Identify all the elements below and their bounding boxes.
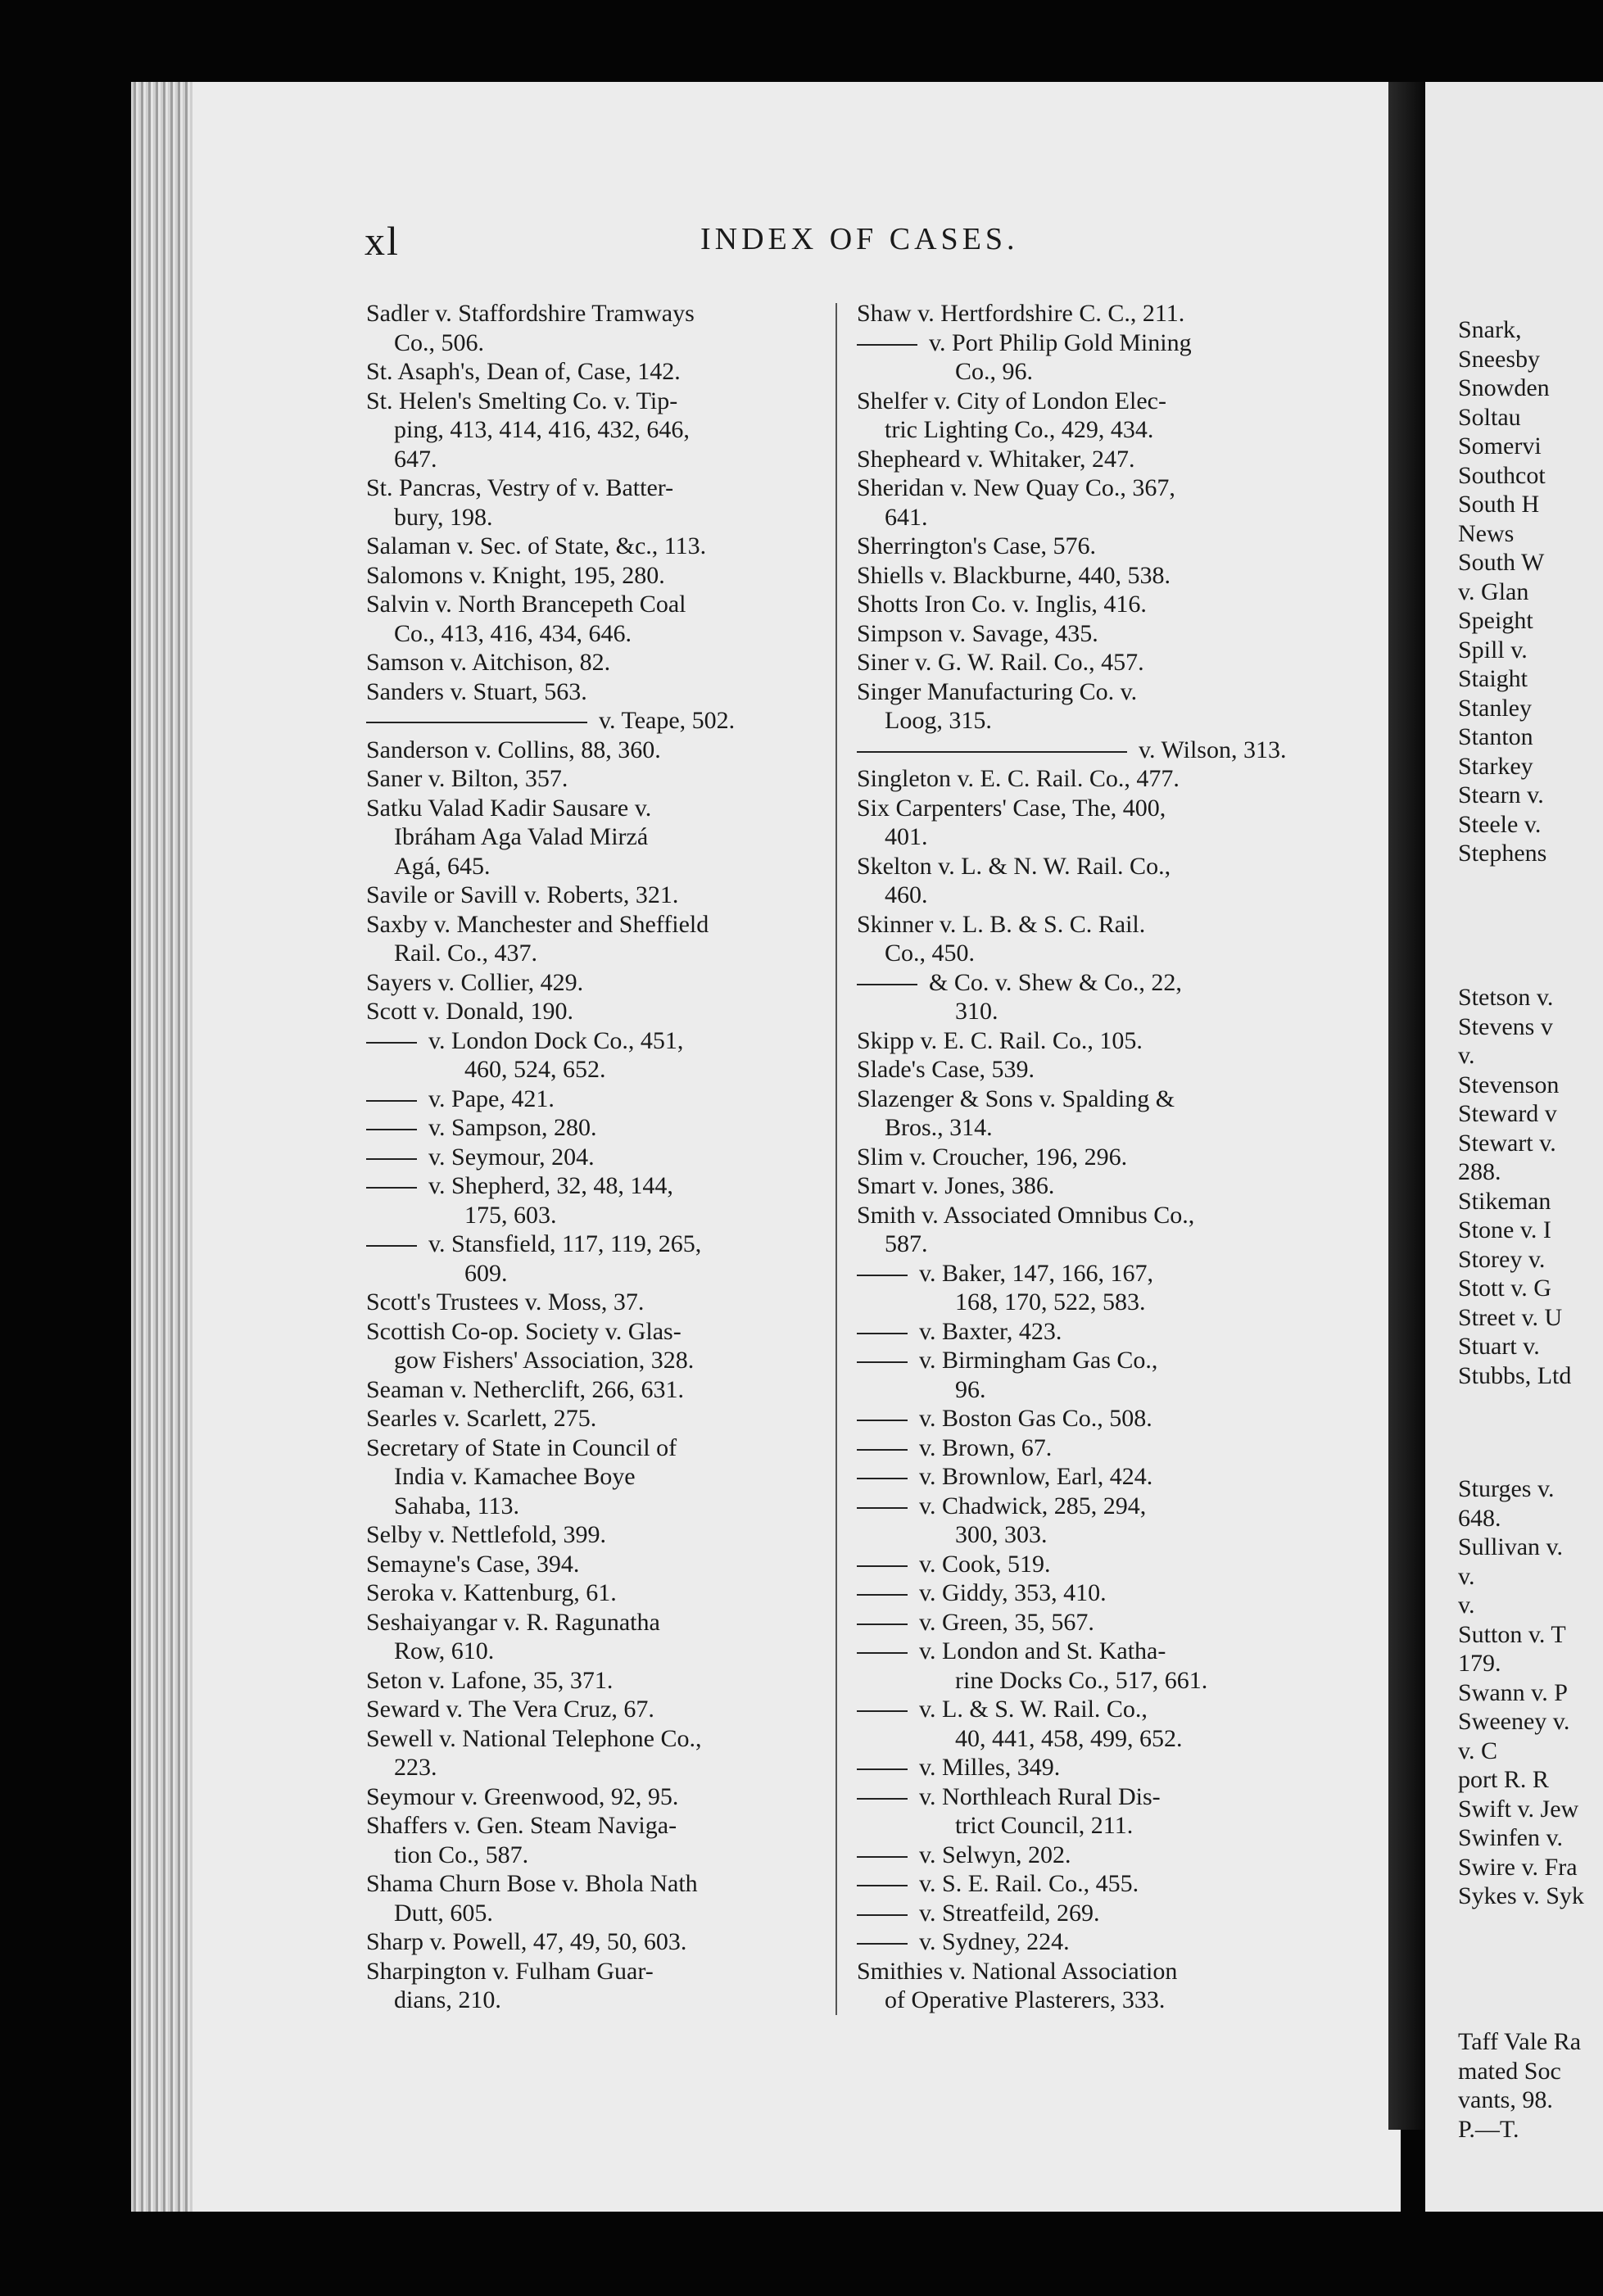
ditto-dash [366,1042,417,1044]
ditto-dash [857,1943,908,1945]
entry-continuation: bury, 198. [394,503,493,531]
entry-line: v. Selwyn, 202. [919,1841,1071,1868]
index-entry [366,706,813,736]
entry-continuation: 587. [885,1230,928,1257]
index-entry [366,561,813,591]
entry-line: Slazenger & Sons v. Spalding & [857,1085,1175,1112]
entry-line: Satku Valad Kadir Sausare v. [366,794,652,822]
entry-line: v. Sydney, 224. [919,1928,1070,1955]
facing-page-line: Soltau [1458,403,1521,431]
index-entry [366,764,813,794]
entry-line: v. Seymour, 204. [428,1143,595,1171]
index-entry [366,1608,813,1666]
facing-page-line: Stubbs, Ltd [1458,1361,1572,1389]
ditto-dash [857,1624,908,1625]
index-entry [857,561,1309,591]
index-entry [857,1462,1309,1492]
facing-page-line: Swinfen v. [1458,1824,1564,1851]
entry-continuation: 96. [955,1375,986,1403]
index-entry [857,1143,1309,1172]
entry-line: v. Cook, 519. [919,1550,1051,1578]
entry-line: v. Teape, 502. [599,707,736,734]
entry-continuation: 300, 303. [955,1521,1048,1548]
entry-continuation: Rail. Co., 437. [394,940,538,967]
entry-line: Samson v. Aitchison, 82. [366,649,611,676]
ditto-dash [857,1594,908,1596]
index-entry [366,473,813,532]
entry-line: St. Helen's Smelting Co. v. Tip- [366,387,678,414]
entry-continuation: gow Fishers' Association, 328. [394,1347,695,1374]
index-entry [366,590,813,648]
entry-continuation: Co., 413, 416, 434, 646. [394,619,632,647]
entry-continuation: 168, 170, 522, 583. [955,1288,1146,1316]
entry-continuation: Co., 506. [394,328,485,356]
facing-page-line: 288. [1458,1158,1501,1185]
entry-continuation: 460, 524, 652. [464,1056,606,1083]
left-column [366,299,813,2015]
facing-page-line: Snowden [1458,374,1550,401]
entry-continuation: Bros., 314. [885,1114,993,1141]
entry-line: Seymour v. Greenwood, 92, 95. [366,1782,679,1810]
index-entry [857,794,1309,852]
index-entry [857,445,1309,474]
entry-line: v. Port Philip Gold Mining [929,328,1192,356]
entry-continuation: tion Co., 587. [394,1841,529,1868]
facing-page-line: News [1458,519,1515,547]
index-entry [857,736,1309,765]
ditto-dash [857,1420,908,1421]
entry-line: v. Giddy, 353, 410. [919,1579,1107,1606]
entry-continuation: Row, 610. [394,1637,495,1664]
ditto-dash [857,984,917,985]
ditto-dash [857,1885,908,1886]
column-divider [835,303,837,2015]
index-entry [857,1782,1309,1841]
index-entry [857,1404,1309,1433]
ditto-dash [366,1245,417,1247]
entry-line: v. Brown, 67. [919,1433,1053,1461]
index-entry [857,1927,1309,1957]
index-entry [857,1869,1309,1899]
entry-line: Shiells v. Blackburne, 440, 538. [857,561,1171,589]
facing-page [1425,82,1603,2212]
index-entry [857,1433,1309,1463]
index-entry [857,1317,1309,1347]
entry-line: Seward v. The Vera Cruz, 67. [366,1696,654,1723]
ditto-dash [366,1158,417,1160]
index-entry [366,997,813,1026]
entry-line: Sayers v. Collier, 429. [366,968,584,996]
index-entry [366,1550,813,1579]
entry-line: Secretary of State in Council of [366,1433,677,1461]
entry-line: Six Carpenters' Case, The, 400, [857,794,1166,822]
entry-line: v. Baxter, 423. [919,1317,1062,1345]
entry-continuation: 40, 441, 458, 499, 652. [955,1724,1183,1752]
facing-page-line: South H [1458,491,1540,518]
entry-continuation: dians, 210. [394,1986,501,2013]
entry-continuation: 175, 603. [464,1201,557,1229]
entry-line: v. Birmingham Gas Co., [919,1347,1158,1374]
index-entry [857,648,1309,677]
entry-line: Sharp v. Powell, 47, 49, 50, 603. [366,1928,687,1955]
index-entry [857,1201,1309,1259]
index-entry [366,387,813,474]
index-entry [857,1346,1309,1404]
index-entry [366,1230,813,1288]
entry-line: Savile or Savill v. Roberts, 321. [366,881,679,908]
book-gutter [1388,82,1429,2130]
entry-continuation: 609. [464,1259,508,1287]
entry-line: Scottish Co-op. Society v. Glas- [366,1317,682,1345]
entry-line: Shaw v. Hertfordshire C. C., 211. [857,300,1185,327]
index-entry [366,532,813,561]
entry-line: Semayne's Case, 394. [366,1550,580,1578]
index-entry [857,1550,1309,1579]
facing-page-line: v. [1458,1592,1475,1619]
entry-line: St. Pancras, Vestry of v. Batter- [366,474,674,501]
ditto-dash [857,1652,908,1654]
index-entry [366,1404,813,1433]
ditto-dash [366,1187,417,1189]
facing-page-line: v. [1458,1042,1475,1069]
entry-line: v. Northleach Rural Dis- [919,1782,1161,1810]
entry-line: v. Brownlow, Earl, 424. [919,1463,1153,1490]
index-entry [857,590,1309,619]
facing-page-line: Taff Vale Ra [1458,2028,1582,2055]
entry-line: Shaffers v. Gen. Steam Naviga- [366,1812,677,1839]
entry-continuation: Dutt, 605. [394,1899,493,1927]
index-entry [857,532,1309,561]
facing-page-line: Swift v. Jew [1458,1795,1579,1823]
facing-page-line: Speight [1458,607,1533,634]
index-entry [857,1695,1309,1753]
entry-line: Saner v. Bilton, 357. [366,765,568,792]
entry-line: Selby v. Nettlefold, 399. [366,1521,607,1548]
entry-continuation: 460. [885,881,928,908]
entry-line: v. Streatfeild, 269. [919,1899,1100,1927]
entry-continuation: 647. [394,445,437,473]
entry-line: Siner v. G. W. Rail. Co., 457. [857,649,1144,676]
entry-line: Shepheard v. Whitaker, 247. [857,445,1135,473]
running-head: INDEX OF CASES. [700,222,1019,256]
facing-page-line: Stone v. I [1458,1216,1551,1243]
facing-page-line: Southcot [1458,461,1546,489]
entry-line: Salomons v. Knight, 195, 280. [366,561,665,589]
index-entry [857,1171,1309,1201]
index-entry [366,1288,813,1317]
index-entry [366,357,813,387]
entry-line: Shama Churn Bose v. Bhola Nath [366,1870,698,1897]
index-entry [857,910,1309,968]
facing-page-line: Stikeman [1458,1187,1551,1215]
facing-page-line: vants, 98. [1458,2086,1553,2113]
index-entry [857,677,1309,736]
index-entry [366,1317,813,1375]
entry-continuation: Agá, 645. [394,852,491,880]
facing-page-line: Stetson v. [1458,984,1554,1011]
entry-line: Skinner v. L. B. & S. C. Rail. [857,910,1146,938]
ditto-dash [366,1129,417,1130]
index-entry [366,1433,813,1521]
facing-page-line: 179. [1458,1650,1501,1677]
index-entry [857,473,1309,532]
facing-page-line: v. Glan [1458,577,1529,605]
entry-continuation: Co., 450. [885,940,976,967]
entry-line: Skelton v. L. & N. W. Rail. Co., [857,852,1171,880]
entry-line: v. London and St. Katha- [919,1637,1166,1664]
facing-page-line: Stewart v. [1458,1129,1556,1157]
index-entry [857,1578,1309,1608]
facing-page-line: Sykes v. Syk [1458,1882,1584,1909]
facing-page-line: Sullivan v. [1458,1533,1564,1560]
ditto-dash [857,1565,908,1567]
index-entry [366,1085,813,1114]
facing-page-line: Starkey [1458,752,1533,780]
entry-line: v. Chadwick, 285, 294, [919,1492,1147,1519]
facing-page-line: Stanley [1458,694,1532,722]
entry-line: Sadler v. Staffordshire Tramways [366,300,695,327]
facing-page-line: v. [1458,1562,1475,1590]
index-entry [857,619,1309,649]
index-entry [366,1171,813,1230]
index-entry [366,736,813,765]
page-number: xl [365,218,400,264]
index-entry [366,1143,813,1172]
index-entry [366,1869,813,1927]
entry-line: Shelfer v. City of London Elec- [857,387,1166,414]
facing-page-line: Stuart v. [1458,1333,1540,1360]
index-entry [857,1841,1309,1870]
facing-page-line: Sneesby [1458,345,1540,373]
index-entry [857,387,1309,445]
entry-line: St. Asaph's, Dean of, Case, 142. [366,358,681,385]
entry-line: Shotts Iron Co. v. Inglis, 416. [857,591,1147,618]
ditto-dash [857,1449,908,1451]
facing-page-line: Stanton [1458,723,1533,750]
index-entry [857,1899,1309,1928]
facing-page-line: Storey v. [1458,1245,1546,1273]
index-entry [857,1085,1309,1143]
entry-line: Scott's Trustees v. Moss, 37. [366,1288,645,1316]
entry-line: v. S. E. Rail. Co., 455. [919,1870,1139,1897]
index-entry [857,1259,1309,1317]
entry-continuation: trict Council, 211. [955,1812,1134,1839]
entry-continuation: Sahaba, 113. [394,1492,520,1519]
index-entry [857,852,1309,910]
entry-line: Sharpington v. Fulham Guar- [366,1957,654,1985]
ditto-dash [857,1507,908,1509]
entry-continuation: rine Docks Co., 517, 661. [955,1666,1208,1694]
facing-page-line: Stearn v. [1458,781,1544,808]
entry-continuation: 223. [394,1754,437,1781]
index-entry [366,1578,813,1608]
facing-page-line: Sutton v. T [1458,1620,1566,1648]
entry-line: Searles v. Scarlett, 275. [366,1405,597,1432]
facing-page-line: mated Soc [1458,2057,1561,2085]
entry-continuation: tric Lighting Co., 429, 434. [885,416,1154,443]
entry-continuation: 310. [955,998,998,1025]
entry-line: v. London Dock Co., 451, [428,1026,684,1054]
ditto-dash [857,1333,908,1334]
index-entry [366,1375,813,1405]
index-entry [857,1608,1309,1637]
entry-line: Slade's Case, 539. [857,1056,1035,1083]
ditto-dash [857,1798,908,1800]
entry-line: Smart v. Jones, 386. [857,1172,1055,1199]
index-entry [366,910,813,968]
entry-continuation: Loog, 315. [885,707,992,734]
index-entry [857,1055,1309,1085]
index-entry [857,1957,1309,2015]
index-entry [366,1724,813,1782]
entry-line: v. Green, 35, 567. [919,1608,1094,1636]
facing-page-line: P.—T. [1458,2115,1519,2143]
entry-continuation: Ibráham Aga Valad Mirzá [394,823,649,850]
index-entry [857,764,1309,794]
facing-page-line: port R. R [1458,1766,1549,1793]
index-entry [366,1957,813,2015]
index-entry [857,1492,1309,1550]
facing-page-line: Stott v. G [1458,1275,1551,1302]
entry-line: Saxby v. Manchester and Sheffield [366,910,709,938]
entry-continuation: 401. [885,823,928,850]
facing-page-line: Stevens v [1458,1012,1553,1040]
index-entry [366,1811,813,1869]
ditto-dash [857,1275,908,1276]
entry-continuation: Co., 96. [955,358,1034,385]
index-entry [366,881,813,910]
facing-page-line: Swann v. P [1458,1678,1568,1706]
entry-line: v. L. & S. W. Rail. Co., [919,1696,1148,1723]
facing-page-line: South W [1458,549,1545,576]
entry-line: Sewell v. National Telephone Co., [366,1724,702,1752]
entry-line: Sheridan v. New Quay Co., 367, [857,474,1175,501]
index-entry [366,299,813,357]
ditto-dash [857,751,1127,753]
facing-page-line: Steele v. [1458,810,1542,838]
index-entry [366,968,813,998]
index-entry [366,1782,813,1812]
entry-line: & Co. v. Shew & Co., 22, [929,968,1182,996]
ditto-dash [857,1856,908,1858]
ditto-dash [366,1100,417,1102]
index-entry [366,794,813,881]
entry-line: Seaman v. Netherclift, 266, 631. [366,1375,684,1403]
ditto-dash [857,1478,908,1479]
entry-line: Salvin v. North Brancepeth Coal [366,591,686,618]
index-entry [857,1026,1309,1056]
entry-continuation: India v. Kamachee Boye [394,1463,636,1490]
entry-line: Scott v. Donald, 190. [366,998,574,1025]
entry-line: v. Shepherd, 32, 48, 144, [428,1172,673,1199]
entry-line: v. Wilson, 313. [1139,736,1287,763]
facing-page-line: Snark, [1458,316,1522,343]
entry-line: Seton v. Lafone, 35, 371. [366,1666,614,1694]
ditto-dash [857,1914,908,1916]
entry-line: Skipp v. E. C. Rail. Co., 105. [857,1026,1143,1054]
ditto-dash [857,1361,908,1363]
index-entry [366,1666,813,1696]
facing-page-line: 648. [1458,1504,1501,1532]
facing-page-line: Sweeney v. [1458,1708,1570,1735]
facing-page-line: Stevenson [1458,1071,1560,1098]
index-entry [857,328,1309,387]
ditto-dash [366,722,587,723]
entry-line: Slim v. Croucher, 196, 296. [857,1143,1128,1171]
entry-line: Seroka v. Kattenburg, 61. [366,1579,617,1606]
entry-line: v. Stansfield, 117, 119, 265, [428,1230,702,1257]
entry-line: Singleton v. E. C. Rail. Co., 477. [857,765,1180,792]
entry-line: Sherrington's Case, 576. [857,532,1097,559]
entry-line: Smithies v. National Association [857,1957,1178,1985]
ditto-dash [857,1710,908,1712]
entry-line: Sanders v. Stuart, 563. [366,677,587,705]
facing-page-line: v. C [1458,1737,1498,1764]
index-entry [366,677,813,707]
entry-line: Smith v. Associated Omnibus Co., [857,1201,1195,1229]
entry-line: Seshaiyangar v. R. Ragunatha [366,1608,660,1636]
index-entry [857,1637,1309,1695]
index-entry [366,1927,813,1957]
index-entry [366,1695,813,1724]
facing-page-line: Sturges v. [1458,1475,1555,1502]
entry-line: Singer Manufacturing Co. v. [857,677,1138,705]
index-entry [857,968,1309,1026]
entry-line: Salaman v. Sec. of State, &c., 113. [366,532,707,559]
ditto-dash [857,344,917,346]
facing-page-line: Street v. U [1458,1303,1563,1331]
entry-line: Sanderson v. Collins, 88, 360. [366,736,661,763]
index-entry [366,1113,813,1143]
facing-page-line: Swire v. Fra [1458,1853,1578,1881]
entry-line: v. Boston Gas Co., 508. [919,1405,1152,1432]
entry-continuation: ping, 413, 414, 416, 432, 646, [394,416,690,443]
index-entry [366,648,813,677]
index-entry [366,1520,813,1550]
entry-continuation: 641. [885,503,928,531]
entry-line: Simpson v. Savage, 435. [857,619,1098,647]
index-entry [857,1753,1309,1782]
facing-page-line: Steward v [1458,1100,1557,1127]
entry-continuation: of Operative Plasterers, 333. [885,1986,1166,2013]
index-entry [366,1026,813,1085]
right-column [857,299,1309,2015]
entry-line: v. Baker, 147, 166, 167, [919,1259,1153,1287]
facing-page-line: Stephens [1458,840,1547,867]
facing-page-line: Staight [1458,665,1528,692]
entry-line: v. Pape, 421. [428,1085,555,1112]
facing-page-line: Spill v. [1458,636,1528,663]
entry-line: v. Sampson, 280. [428,1114,597,1141]
index-entry [857,299,1309,328]
facing-page-line: Somervi [1458,432,1542,460]
ditto-dash [857,1768,908,1770]
entry-line: v. Milles, 349. [919,1754,1061,1781]
